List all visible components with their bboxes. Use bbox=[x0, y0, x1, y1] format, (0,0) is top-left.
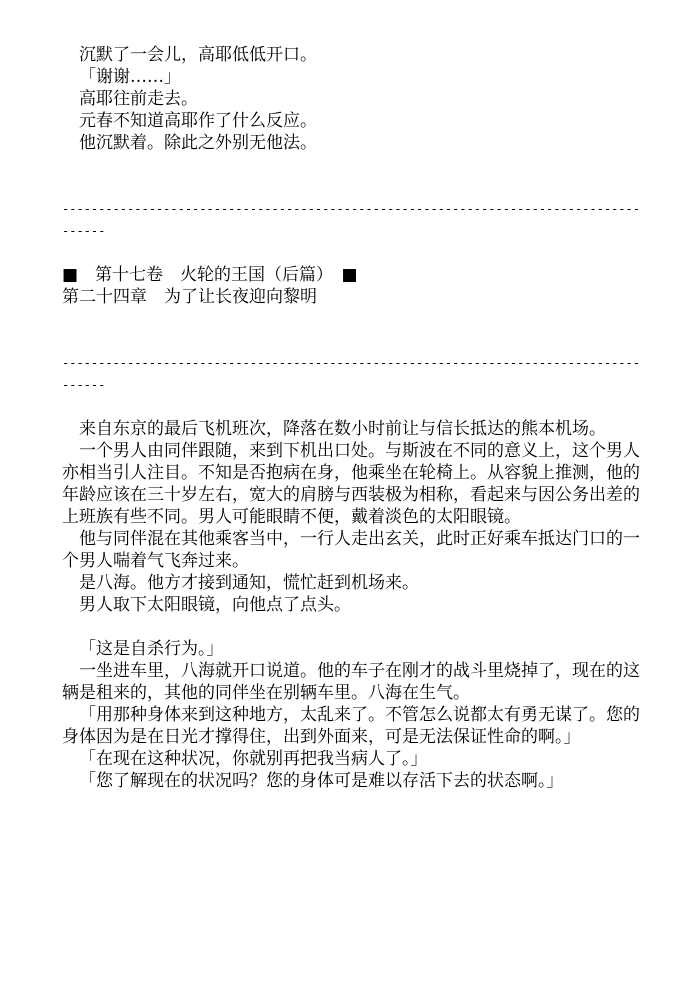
intro-paragraph: 高耶往前走去。 bbox=[79, 89, 198, 109]
chapter-title: 第二十四章 为了让长夜迎向黎明 bbox=[62, 287, 317, 307]
body-paragraph: 他与同伴混在其他乘客当中，一行人走出玄关，此时正好乘车抵达门口的一个男人喘着气飞奔过来。 bbox=[62, 529, 640, 571]
intro-paragraph: 「谢谢……」 bbox=[79, 67, 181, 87]
intro-paragraph: 沉默了一会儿，高耶低低开口。 bbox=[79, 45, 317, 65]
body-paragraph: 男人取下太阳眼镜，向他点了点头。 bbox=[79, 595, 351, 615]
volume-title: ■ 第十七卷 火轮的王国（后篇） ■ bbox=[62, 265, 358, 285]
dialogue-paragraph: 「在现在这种状况，你就别再把我当病人了。」 bbox=[79, 749, 428, 769]
body-paragraph: 来自东京的最后飞机班次，降落在数小时前让与信长抵达的熊本机场。 bbox=[79, 419, 606, 439]
separator-line: -------------------------------------------------------------------------------------- bbox=[62, 356, 640, 392]
separator-line: -------------------------------------------------------------------------------------- bbox=[62, 202, 640, 238]
body-paragraph: 一个男人由同伴跟随，来到下机出口处。与斯波在不同的意义上，这个男人亦相当引人注目。不知是否抱病在身，他乘坐在轮椅上。从容貌上推测，他的年龄应该在三十岁左右，宽大的肩膀与西装极为相称，看起来与因公务出差的上班族有些不同。男人可能眼睛不便，戴着淡色的太阳眼镜。 bbox=[62, 441, 640, 527]
body-paragraph: 是八海。他方才接到通知，慌忙赶到机场来。 bbox=[79, 573, 419, 593]
dialogue-paragraph: 「这是自杀行为。」 bbox=[79, 639, 224, 659]
document-page bbox=[62, 44, 642, 792]
intro-paragraph: 元春不知道高耶作了什么反应。 bbox=[79, 111, 317, 131]
dialogue-paragraph: 「您了解现在的状况吗？您的身体可是难以存活下去的状态啊。」 bbox=[79, 771, 564, 791]
intro-paragraph: 他沉默着。除此之外别无他法。 bbox=[79, 133, 317, 153]
dialogue-paragraph: 「用那种身体来到这种地方，太乱来了。不管怎么说都太有勇无谋了。您的身体因为是在日光才撑得住，出到外面来，可是无法保证性命的啊。」 bbox=[62, 705, 640, 747]
dialogue-paragraph: 一坐进车里，八海就开口说道。他的车子在刚才的战斗里烧掉了，现在的这辆是租来的，其他的同伴坐在别辆车里。八海在生气。 bbox=[62, 661, 640, 703]
